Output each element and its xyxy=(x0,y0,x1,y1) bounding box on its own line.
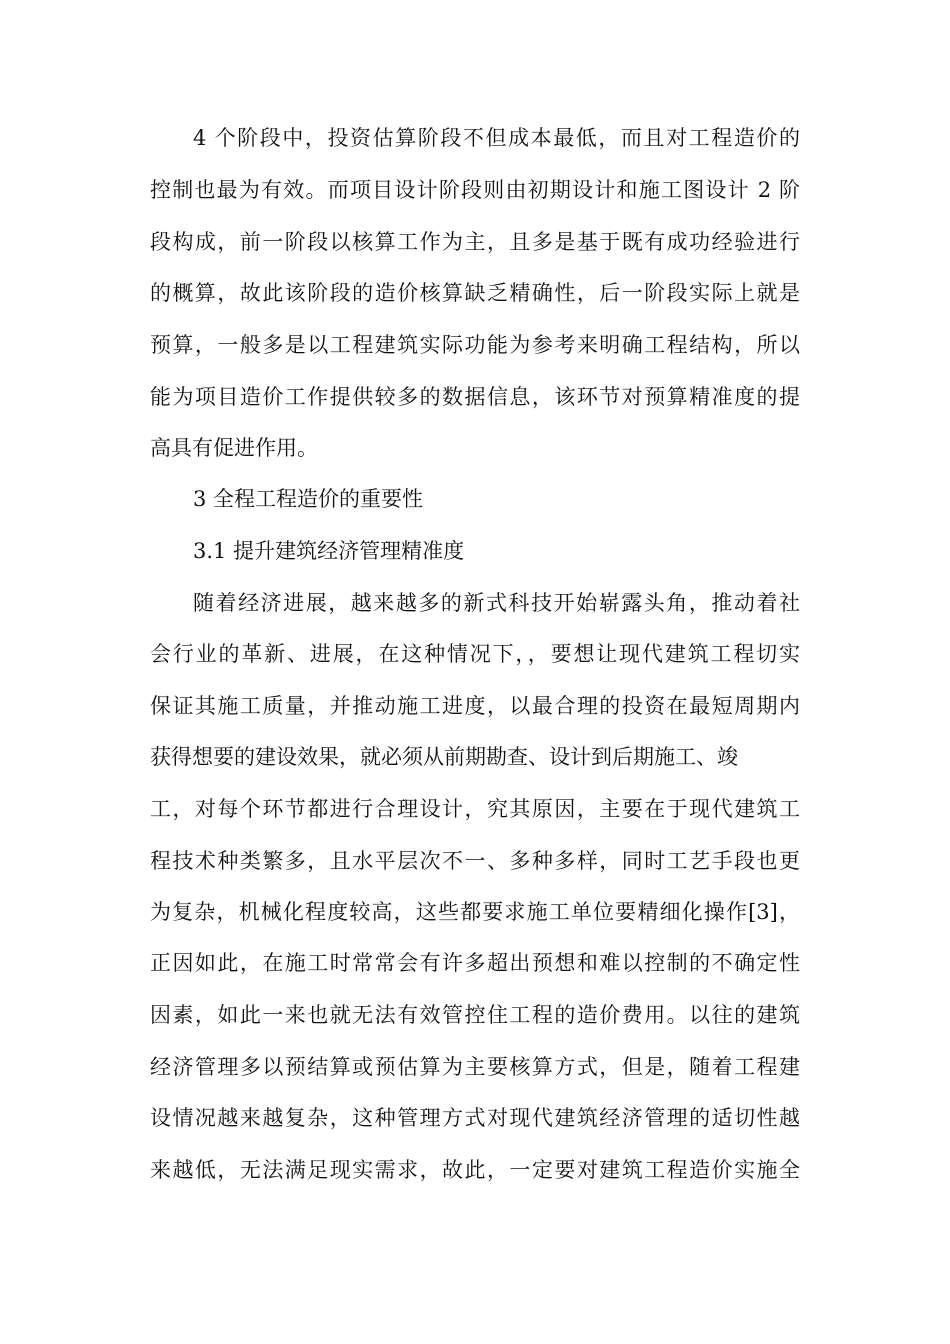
subsection-heading: 3.1 提升建筑经济管理精准度 xyxy=(193,539,465,563)
paragraph-1-line-6: 能为项目造价工作提供较多的数据信息，该环节对预算精准度的提 xyxy=(150,385,800,409)
paragraph-1-line-2: 控制也最为有效。而项目设计阶段则由初期设计和施工图设计 2 阶 xyxy=(150,178,800,202)
paragraph-2-line-1: 随着经济进展，越来越多的新式科技开始崭露头角，推动着社 xyxy=(193,591,800,615)
paragraph-2-line-6: 程技术种类繁多，且水平层次不一、多种多样，同时工艺手段也更 xyxy=(150,849,800,873)
paragraph-2-line-5: 工，对每个环节都进行合理设计，究其原因，主要在于现代建筑工 xyxy=(150,797,800,821)
paragraph-2-line-3: 保证其施工质量，并推动施工进度，以最合理的投资在最短周期内 xyxy=(150,694,800,718)
paragraph-2-line-4: 获得想要的建设效果，就必须从前期勘查、设计到后期施工、竣 xyxy=(150,745,738,769)
section-heading: 3 全程工程造价的重要性 xyxy=(193,487,424,511)
paragraph-1-line-3: 段构成，前一阶段以核算工作为主，且多是基于既有成功经验进行 xyxy=(150,230,800,254)
paragraph-2-line-7: 为复杂，机械化程度较高，这些都要求施工单位要精细化操作[3]， xyxy=(150,900,800,924)
paragraph-1-line-4: 的概算，故此该阶段的造价核算缺乏精确性，后一阶段实际上就是 xyxy=(150,281,800,305)
paragraph-2-line-9: 因素，如此一来也就无法有效管控住工程的造价费用。以往的建筑 xyxy=(150,1003,800,1027)
paragraph-2-line-12: 来越低，无法满足现实需求，故此，一定要对建筑工程造价实施全 xyxy=(150,1158,800,1182)
paragraph-2-line-11: 设情况越来越复杂，这种管理方式对现代建筑经济管理的适切性越 xyxy=(150,1106,800,1130)
paragraph-2-line-8: 正因如此，在施工时常常会有许多超出预想和难以控制的不确定性 xyxy=(150,951,800,975)
paragraph-2-line-2: 会行业的革新、进展，在这种情况下，，要想让现代建筑工程切实 xyxy=(150,642,800,666)
paragraph-1-line-7: 高具有促进作用。 xyxy=(150,436,318,460)
paragraph-1-line-1: 4 个阶段中，投资估算阶段不但成本最低，而且对工程造价的 xyxy=(193,126,800,150)
paragraph-1-line-5: 预算，一般多是以工程建筑实际功能为参考来明确工程结构，所以 xyxy=(150,333,800,357)
paragraph-2-line-10: 经济管理多以预结算或预估算为主要核算方式，但是，随着工程建 xyxy=(150,1055,800,1079)
